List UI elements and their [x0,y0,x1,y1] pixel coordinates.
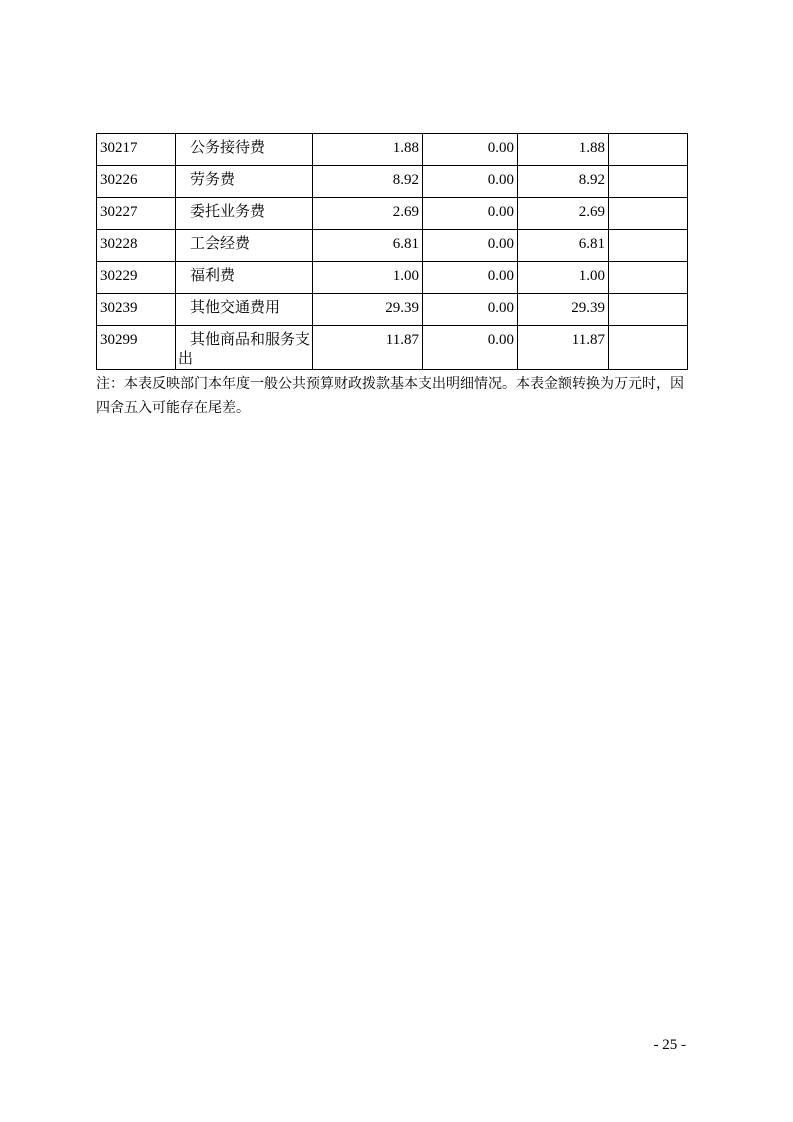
cell-code: 30229 [97,262,176,294]
cell-amount3: 1.00 [518,262,609,294]
cell-amount1: 11.87 [313,326,423,370]
budget-table-body [97,134,688,370]
cell-name: 劳务费 [176,166,313,198]
cell-blank [609,230,688,262]
cell-amount2: 0.00 [423,166,518,198]
table-footnote: 注：本表反映部门本年度一般公共预算财政拨款基本支出明细情况。本表金额转换为万元时，因四舍五入可能存在尾差。 [96,377,684,416]
table-row [97,294,688,326]
cell-amount3: 2.69 [518,198,609,230]
cell-name: 福利费 [176,262,313,294]
cell-amount1: 8.92 [313,166,423,198]
cell-code: 30299 [97,326,176,370]
basic-expenditure-table [96,133,688,370]
cell-amount2: 0.00 [423,262,518,294]
cell-amount3: 1.88 [518,134,609,166]
cell-amount1: 6.81 [313,230,423,262]
cell-amount1: 1.00 [313,262,423,294]
cell-blank [609,262,688,294]
cell-amount2: 0.00 [423,294,518,326]
table-row [97,262,688,294]
cell-amount3: 6.81 [518,230,609,262]
cell-amount3: 8.92 [518,166,609,198]
cell-amount1: 29.39 [313,294,423,326]
table-row [97,230,688,262]
cell-amount2: 0.00 [423,198,518,230]
cell-blank [609,166,688,198]
cell-code: 30239 [97,294,176,326]
table-row [97,134,688,166]
cell-name: 委托业务费 [176,198,313,230]
cell-code: 30217 [97,134,176,166]
cell-amount1: 2.69 [313,198,423,230]
cell-amount2: 0.00 [423,230,518,262]
cell-name: 其他交通费用 [176,294,313,326]
table-row [97,166,688,198]
cell-blank [609,134,688,166]
cell-amount2: 0.00 [423,326,518,370]
cell-amount3: 29.39 [518,294,609,326]
table-row [97,326,688,370]
cell-blank [609,294,688,326]
cell-amount3: 11.87 [518,326,609,370]
cell-code: 30226 [97,166,176,198]
page-number: - 25 - [653,1037,686,1053]
cell-name: 其他商品和服务支出 [176,326,313,370]
cell-code: 30228 [97,230,176,262]
cell-blank [609,198,688,230]
cell-amount1: 1.88 [313,134,423,166]
cell-name: 公务接待费 [176,134,313,166]
cell-blank [609,326,688,370]
cell-code: 30227 [97,198,176,230]
cell-amount2: 0.00 [423,134,518,166]
table-row [97,198,688,230]
cell-name: 工会经费 [176,230,313,262]
